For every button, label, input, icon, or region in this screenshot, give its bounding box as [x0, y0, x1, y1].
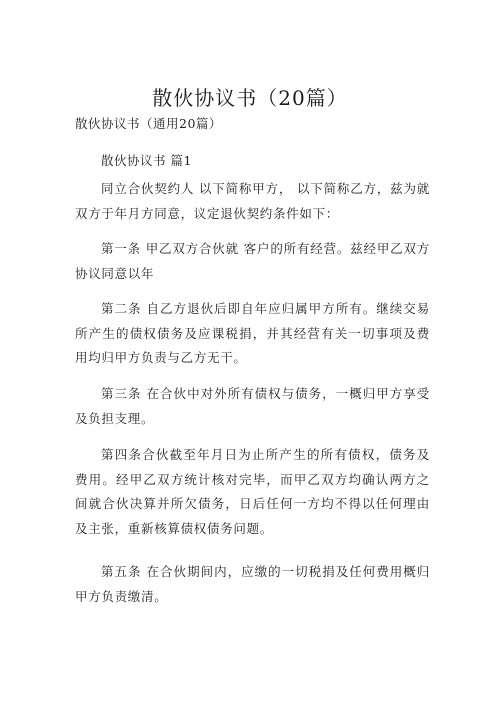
paragraph-article-1: 第一条 甲乙双方合伙就 客户的所有经营。兹经甲乙双方协议同意以年 — [75, 241, 430, 281]
section-heading: 散伙协议书 篇1 — [101, 153, 192, 168]
paragraph-article-3: 第三条 在合伙中对外所有债权与债务，一概归甲方享受及负担支理。 — [75, 386, 430, 426]
paragraph-article-5: 第五条 在合伙期间内，应缴的一切税捐及任何费用概归甲方负责缴清。 — [75, 564, 430, 604]
paragraph-article-4: 第四条合伙截至年月日为止所产生的所有债权，债务及费用。经甲乙双方统计核对完毕，而甲乙双方均确认两方之间就合伙决算并所欠债务，日后任何一方均不得以任何理由及主张，重新核算债权债务问题。 — [75, 447, 430, 536]
paragraph-intro: 同立合伙契约人 以下简称甲方， 以下简称乙方，兹为就双方于年月方同意，议定退伙契约条件如下： — [75, 181, 430, 221]
document-subtitle: 散伙协议书（通用20篇） — [75, 116, 222, 131]
document-title: 散伙协议书（20篇） — [152, 86, 348, 110]
paragraph-article-2: 第二条 自乙方退伙后即自年应归属甲方所有。继续交易所产生的债权债务及应课税捐，并其经营有关一切事项及费用均归甲方负责与乙方无干。 — [75, 301, 430, 365]
